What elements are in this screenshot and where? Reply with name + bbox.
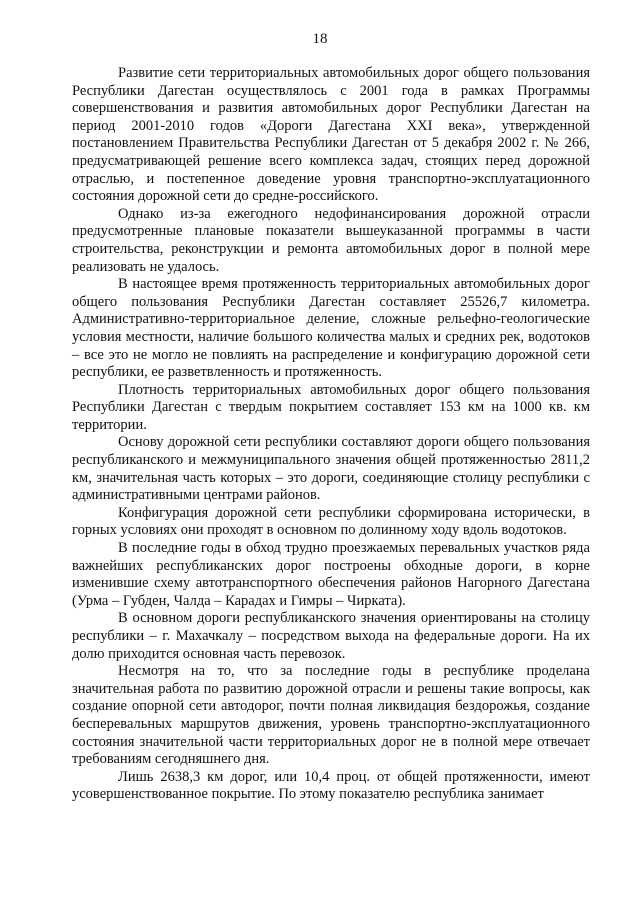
paragraph-5: Основу дорожной сети республики составляют дороги общего пользования республиканского и межмуниципального значения общей протяженностью 2811,2 км, значительная часть которых – это дороги, соединяющие столицу республики с административными центрами районов. xyxy=(72,434,590,504)
paragraph-8: В основном дороги республиканского значения ориентированы на столицу республики – г. Махачкалу – посредством выхода на федеральные дороги. На их долю приходится основная часть перевозок. xyxy=(72,610,590,662)
paragraph-7: В последние годы в обход трудно проезжаемых перевальных участков ряда важнейших республиканских дорог построены обходные дороги, в корне изменившие схему автотранспортного обеспечения районов Нагорного Дагестана (Урма – Губден, Чалда – Карадах и Гимры – Чирката). xyxy=(72,540,590,609)
page-number: 18 xyxy=(312,31,328,47)
paragraph-10: Лишь 2638,3 км дорог, или 10,4 проц. от общей протяженности, имеют усовершенствованное покрытие. По этому показателю республика занимает xyxy=(72,768,590,803)
paragraph-6: Конфигурация дорожной сети республики сформирована исторически, в горных условиях они проходят в основном по долинному ходу вдоль водотоков. xyxy=(72,504,590,539)
paragraph-1: Развитие сети территориальных автомобильных дорог общего пользования Республики Дагестан осуществлялось с 2001 года в рамках Программы совершенствования и развития автомобильных дорог Республики Дагестан на период 2001-2010 годов «Дороги Дагестана XXI века», утвержденной постановлением Правительства Республики Дагестан от 5 декабря 2002 г. № 266, предусматривающей решение всего комплекса задач, стоящих перед дорожной отраслью, и постепенное доведение уровня транспортно-эксплуатационного состояния дорожной сети до средне-российского. xyxy=(72,65,590,205)
paragraph-2: Однако из-за ежегодного недофинансирования дорожной отрасли предусмотренные плановые показатели вышеуказанной программы в части строительства, реконструкции и ремонта автомобильных дорог в полной мере реализовать не удалось. xyxy=(72,205,590,275)
paragraph-3: В настоящее время протяженность территориальных автомобильных дорог общего пользования Республики Дагестан составляет 25526,7 километра. Административно-территориальное деление, сложные рельефно-геологические условия местности, наличие большого количества малых и средних рек, водотоков – все это не могло не повлиять на распределение и конфигурацию дорожной сети республики, ее разветвленность и протяженность. xyxy=(72,276,590,381)
body-text xyxy=(72,65,590,804)
paragraph-9: Несмотря на то, что за последние годы в республике проделана значительная работа по развитию дорожной отрасли и решены такие вопросы, как создание опорной сети автодорог, почти полная ликвидация бездорожья, создание бесперевальных маршрутов движения, уровень транспортно-эксплуатационного состояния значительной части территориальных дорог не в полной мере отвечает требованиям сегодняшнего дня. xyxy=(72,663,590,768)
paragraph-4: Плотность территориальных автомобильных дорог общего пользования Республики Дагестан с твердым покрытием составляет 153 км на 1000 кв. км территории. xyxy=(72,381,590,433)
